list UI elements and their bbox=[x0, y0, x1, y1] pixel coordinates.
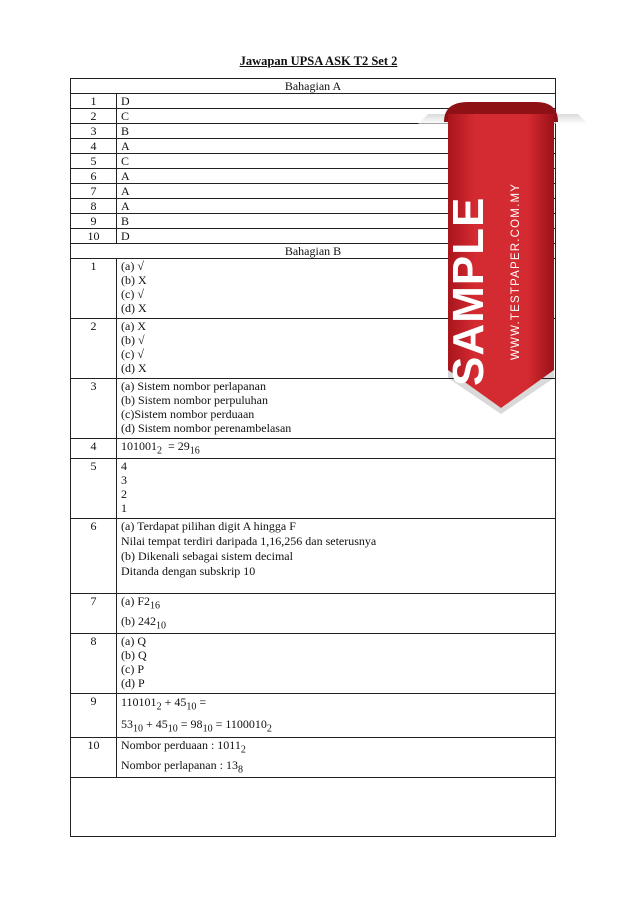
table-row bbox=[71, 694, 556, 738]
question-number: 7 bbox=[71, 594, 117, 634]
base-subscript: 10 bbox=[202, 722, 213, 734]
answer-line: (a) Q bbox=[121, 634, 146, 649]
answer-line: (a) Sistem nombor perlapanan bbox=[121, 379, 266, 393]
binary-answer: Nombor perduaan : 1011 bbox=[121, 738, 241, 753]
answer-line: 1 bbox=[121, 501, 127, 516]
question-number: 9 bbox=[71, 694, 117, 738]
answer-line: (c) √ bbox=[121, 347, 144, 361]
answer-line: (b) √ bbox=[121, 333, 145, 347]
question-number: 5 bbox=[71, 459, 117, 519]
watermark-site-text: WWW.TESTPAPER.COM.MY bbox=[510, 182, 522, 360]
term: + 45 bbox=[161, 695, 187, 710]
answer-line bbox=[121, 738, 551, 757]
term: = 1100010 bbox=[212, 716, 267, 731]
answer-cell bbox=[117, 519, 556, 594]
base-subscript: 16 bbox=[150, 600, 160, 612]
term: = 98 bbox=[177, 716, 203, 731]
answer-line: Ditanda dengan subskrip 10 bbox=[121, 564, 256, 579]
base-subscript: 2 bbox=[266, 722, 272, 734]
question-number: 4 bbox=[71, 439, 117, 459]
equation-line bbox=[121, 694, 551, 715]
table-row bbox=[71, 459, 556, 519]
answer-line: (b) Sistem nombor perpuluhan bbox=[121, 393, 268, 407]
base-subscript: 8 bbox=[237, 763, 243, 775]
answer-cell: A bbox=[117, 199, 556, 214]
table-row bbox=[71, 634, 556, 694]
answer-cell bbox=[117, 694, 556, 738]
binary-value: 101001 bbox=[121, 439, 157, 453]
question-number: 2 bbox=[71, 109, 117, 124]
answer-line: (c)Sistem nombor perduaan bbox=[121, 407, 255, 421]
answer-cell: D bbox=[117, 94, 556, 109]
question-number: 10 bbox=[71, 738, 117, 778]
question-number: 3 bbox=[71, 124, 117, 139]
base-subscript: 16 bbox=[189, 445, 200, 457]
page-title: Jawapan UPSA ASK T2 Set 2 bbox=[239, 54, 398, 68]
answer-line bbox=[121, 614, 551, 633]
term: 110101 bbox=[121, 695, 157, 710]
empty-row bbox=[71, 777, 556, 836]
question-number: 7 bbox=[71, 184, 117, 199]
question-number: 10 bbox=[71, 229, 117, 244]
answer-cell: B bbox=[117, 124, 556, 139]
question-number: 3 bbox=[71, 379, 117, 439]
answer-line: (c) P bbox=[121, 662, 144, 677]
base-subscript: 10 bbox=[133, 722, 143, 734]
answer-line: (b) Q bbox=[121, 648, 147, 663]
answer-cell bbox=[117, 594, 556, 634]
question-number: 1 bbox=[71, 94, 117, 109]
sample-watermark-text: SAMPLE bbox=[444, 196, 493, 386]
answer-line: (d) Sistem nombor perenambelasan bbox=[121, 421, 292, 435]
question-number: 2 bbox=[71, 319, 117, 379]
question-number: 1 bbox=[71, 259, 117, 319]
answer-line: (d) X bbox=[121, 361, 147, 375]
equals-sign: = bbox=[168, 439, 178, 453]
term: + 45 bbox=[143, 716, 168, 731]
hex-answer: (a) F2 bbox=[121, 594, 150, 609]
answer-line bbox=[121, 758, 551, 777]
decimal-answer: (b) 242 bbox=[121, 613, 156, 628]
term: = bbox=[196, 695, 207, 710]
hex-value: 29 bbox=[177, 439, 190, 453]
answer-line: (b) X bbox=[121, 273, 147, 287]
answer-line: (b) Dikenali sebagai sistem decimal bbox=[121, 549, 293, 564]
equation-line bbox=[121, 716, 551, 737]
answer-cell: C bbox=[117, 109, 556, 124]
base-subscript: 10 bbox=[186, 701, 197, 713]
answer-line: Nilai tempat terdiri daripada 1,16,256 dan seterusnya bbox=[121, 534, 377, 549]
answer-cell: A bbox=[117, 184, 556, 199]
question-number: 6 bbox=[71, 519, 117, 594]
answer-line: 4 bbox=[121, 459, 127, 474]
question-number: 5 bbox=[71, 154, 117, 169]
answer-cell: A bbox=[117, 139, 556, 154]
answer-cell: B bbox=[117, 214, 556, 229]
answer-cell: A bbox=[117, 169, 556, 184]
term: 53 bbox=[121, 716, 133, 731]
answer-line: (a) √ bbox=[121, 259, 144, 273]
question-number: 6 bbox=[71, 169, 117, 184]
base-subscript: 2 bbox=[156, 701, 162, 713]
answer-line: (d) P bbox=[121, 676, 145, 691]
question-number: 8 bbox=[71, 199, 117, 214]
answer-cell: C bbox=[117, 154, 556, 169]
base-subscript: 10 bbox=[156, 620, 166, 632]
answer-line: (a) Terdapat pilihan digit A hingga F bbox=[121, 519, 296, 534]
empty-cell bbox=[71, 777, 556, 836]
answer-cell bbox=[117, 439, 556, 459]
answer-cell bbox=[117, 634, 556, 694]
answer-line: (c) √ bbox=[121, 287, 144, 301]
table-row bbox=[71, 519, 556, 594]
base-subscript: 10 bbox=[167, 722, 178, 734]
answer-cell: D bbox=[117, 229, 556, 244]
answer-cell bbox=[117, 738, 556, 778]
answer-line: (d) X bbox=[121, 301, 147, 315]
question-number: 4 bbox=[71, 139, 117, 154]
sample-ribbon bbox=[418, 92, 588, 422]
answer-line: 3 bbox=[121, 473, 127, 488]
answer-line: 2 bbox=[121, 487, 127, 502]
answer-line: (a) X bbox=[121, 319, 146, 333]
answer-cell bbox=[117, 459, 556, 519]
section-a-heading: Bahagian A bbox=[71, 79, 556, 94]
octal-answer: Nombor perlapanan : 13 bbox=[121, 757, 238, 772]
table-row bbox=[71, 738, 556, 778]
answer-line bbox=[121, 594, 551, 613]
section-b-heading: Bahagian B bbox=[71, 244, 556, 259]
base-subscript: 2 bbox=[240, 744, 246, 756]
question-number: 8 bbox=[71, 634, 117, 694]
table-row bbox=[71, 594, 556, 634]
table-row bbox=[71, 439, 556, 459]
question-number: 9 bbox=[71, 214, 117, 229]
base-subscript: 2 bbox=[157, 445, 162, 457]
